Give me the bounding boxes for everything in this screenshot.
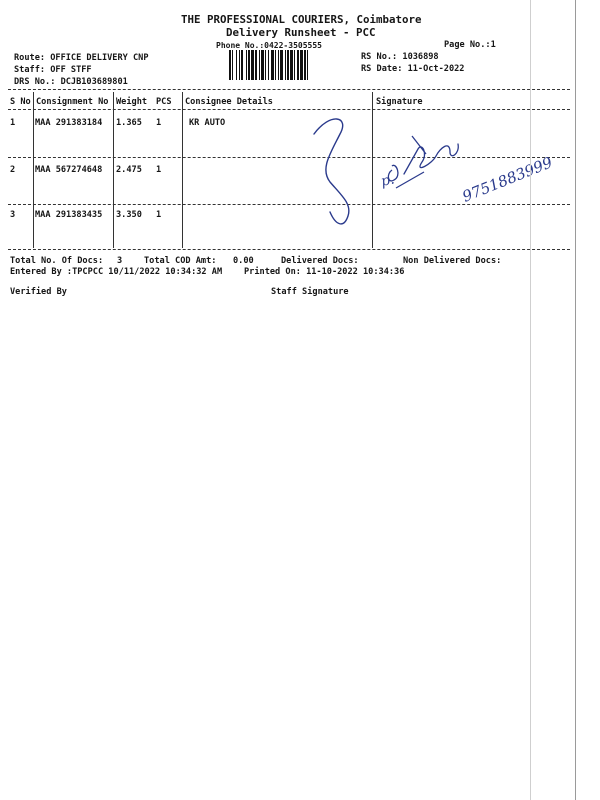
col-header-consignment: Consignment No xyxy=(36,97,109,107)
row-consignment: MAA 567274648 xyxy=(35,165,103,175)
row-weight: 3.350 xyxy=(116,210,142,220)
report-title: Delivery Runsheet - PCC xyxy=(226,26,376,39)
row-consignment: MAA 291383435 xyxy=(35,210,103,220)
row-pcs: 1 xyxy=(156,210,162,220)
table-bottom-border xyxy=(8,249,570,250)
delivered-label: Delivered Docs: xyxy=(281,256,359,266)
signature-phone: 9751883999 xyxy=(459,153,555,206)
row-pcs: 1 xyxy=(156,118,162,128)
column-divider xyxy=(113,92,114,248)
row-consignee: KR AUTO xyxy=(189,118,226,128)
staff-signature: Staff Signature xyxy=(271,287,349,297)
col-header-sno: S No xyxy=(10,97,31,107)
total-docs-label: Total No. Of Docs: xyxy=(10,256,104,266)
table-top-border xyxy=(8,89,570,90)
rs-number: RS No.: 1036898 xyxy=(361,52,439,62)
route: Route: OFFICE DELIVERY CNP xyxy=(14,53,149,63)
phone-number: Phone No.:0422-3505555 xyxy=(216,41,322,50)
row-sno: 2 xyxy=(10,165,16,175)
non-delivered-label: Non Delivered Docs: xyxy=(403,256,502,266)
total-docs-value: 3 xyxy=(117,256,123,266)
row-sno: 1 xyxy=(10,118,16,128)
drs-number: DRS No.: DCJB103689801 xyxy=(14,77,128,87)
row-pcs: 1 xyxy=(156,165,162,175)
col-header-consignee: Consignee Details xyxy=(185,97,273,107)
column-divider xyxy=(33,92,34,248)
cod-label: Total COD Amt: xyxy=(144,256,217,266)
staff: Staff: OFF STFF xyxy=(14,65,92,75)
row-consignment: MAA 291383184 xyxy=(35,118,103,128)
col-header-signature: Signature xyxy=(376,97,423,107)
row-sno: 3 xyxy=(10,210,16,220)
scan-edge-line xyxy=(575,0,576,800)
col-header-pcs: PCS xyxy=(156,97,172,107)
company-name: THE PROFESSIONAL COURIERS, Coimbatore xyxy=(181,13,422,26)
cod-value: 0.00 xyxy=(233,256,254,266)
page-number: Page No.:1 xyxy=(444,40,496,50)
scan-edge-line xyxy=(530,0,531,800)
entered-by: Entered By :TPCPCC 10/11/2022 10:34:32 AM xyxy=(10,267,223,277)
col-header-weight: Weight xyxy=(116,97,148,107)
row-weight: 1.365 xyxy=(116,118,142,128)
column-divider xyxy=(182,92,183,248)
rs-date: RS Date: 11-Oct-2022 xyxy=(361,64,465,74)
row-weight: 2.475 xyxy=(116,165,142,175)
verified-by: Verified By xyxy=(10,287,67,297)
signature-initial: p. xyxy=(379,171,396,190)
barcode xyxy=(228,50,354,80)
printed-on: Printed On: 11-10-2022 10:34:36 xyxy=(244,267,405,277)
